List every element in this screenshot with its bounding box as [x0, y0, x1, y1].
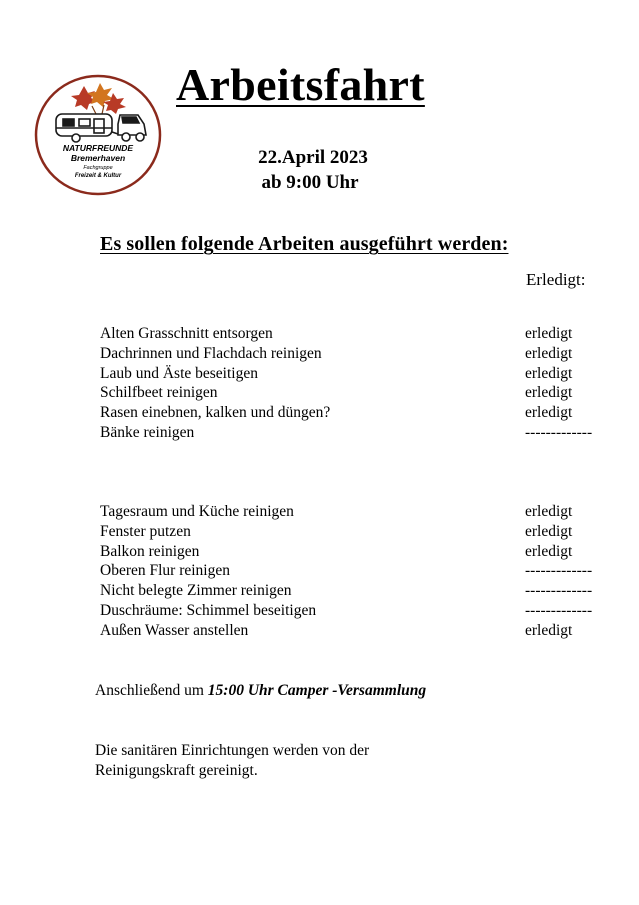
meeting-notice [95, 681, 426, 701]
note-line-1: Die sanitären Einrichtungen werden von der [95, 742, 370, 759]
task-label: Duschräume: Schimmel beseitigen [100, 601, 317, 619]
section-heading: Es sollen folgende Arbeiten ausgeführt werden: [100, 233, 509, 255]
status-column-header: Erledigt: [526, 270, 586, 289]
task-row [100, 383, 610, 403]
task-row [100, 581, 610, 601]
task-label: Oberen Flur reinigen [100, 562, 230, 580]
task-label: Außen Wasser anstellen [100, 621, 249, 639]
naturfreunde-logo [34, 74, 162, 196]
task-label: Alten Grasschnitt entsorgen [100, 325, 273, 342]
outdoor-task-list [100, 324, 610, 443]
cleaning-note [95, 741, 455, 781]
task-label: Bänke reinigen [100, 423, 195, 441]
logo-line-naturfreunde: NATURFREUNDE [62, 143, 134, 153]
task-status: erledigt [525, 384, 573, 402]
task-status: erledigt [525, 344, 573, 362]
task-row [100, 364, 610, 384]
task-label: Rasen einebnen, kalken und düngen? [100, 404, 331, 422]
task-row [100, 502, 610, 522]
task-status: erledigt [525, 522, 573, 540]
meeting-time-emphasis: 15:00 Uhr Camper -Versammlung [207, 682, 427, 699]
task-status: ------------- [525, 562, 593, 580]
meeting-prefix: Anschließend um [95, 682, 208, 699]
task-row [100, 423, 610, 443]
logo-line-freizeit-kultur: Freizeit & Kultur [74, 173, 122, 179]
task-label: Nicht belegte Zimmer reinigen [100, 582, 292, 600]
task-row [100, 542, 610, 562]
task-row [100, 403, 610, 423]
task-label: Fenster putzen [100, 522, 191, 540]
event-date: 22.April 2023 [258, 147, 368, 168]
logo-line-bremerhaven: Bremerhaven [70, 153, 126, 163]
indoor-task-list [100, 502, 610, 641]
task-status: erledigt [525, 404, 573, 422]
task-row [100, 561, 610, 581]
task-status: erledigt [525, 364, 573, 382]
task-label: Balkon reinigen [100, 542, 200, 560]
task-label: Schilfbeet reinigen [100, 384, 218, 402]
task-label: Tagesraum und Küche reinigen [100, 503, 294, 520]
task-label: Dachrinnen und Flachdach reinigen [100, 344, 322, 362]
task-row [100, 324, 610, 344]
task-row [100, 601, 610, 621]
task-status: ------------- [525, 601, 593, 619]
page-title: Arbeitsfahrt [176, 59, 425, 110]
task-row [100, 344, 610, 364]
task-row [100, 522, 610, 542]
logo-line-fachgruppe: Fachgruppe [83, 165, 113, 171]
task-status: erledigt [525, 503, 573, 520]
task-status: ------------- [525, 423, 593, 441]
task-row [100, 621, 610, 641]
task-status: erledigt [525, 325, 573, 342]
event-time: ab 9:00 Uhr [261, 172, 359, 193]
note-line-2: Reinigungskraft gereinigt. [95, 762, 258, 779]
task-status: erledigt [525, 542, 573, 560]
task-status: erledigt [525, 621, 573, 639]
task-label: Laub und Äste beseitigen [100, 364, 258, 382]
task-status: ------------- [525, 582, 593, 600]
